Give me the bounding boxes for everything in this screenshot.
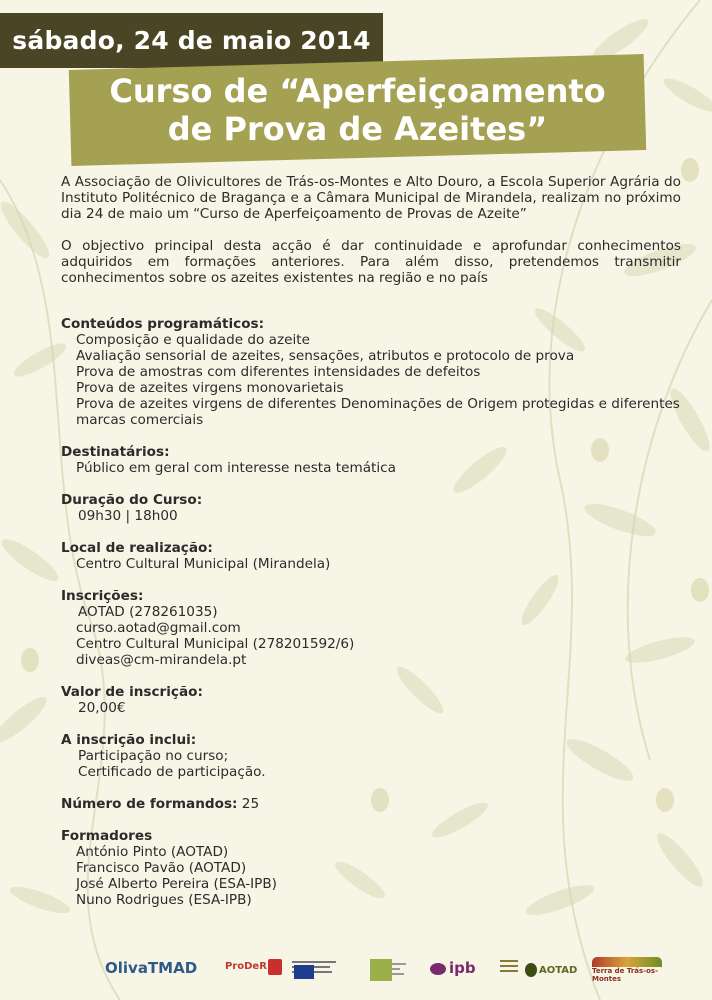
proder-logo-text: ProDeR xyxy=(225,961,267,972)
formador-item: António Pinto (AOTAD) xyxy=(76,844,229,860)
terra-logo-text: Terra de Trás-os-Montes xyxy=(592,967,658,983)
valor-heading: Valor de inscrição: xyxy=(61,684,203,700)
conteudo-item: Avaliação sensorial de azeites, sensações, atributos e protocolo de prova xyxy=(76,348,575,364)
destinatarios-heading: Destinatários: xyxy=(61,444,170,460)
local-section xyxy=(61,540,681,572)
conteudos-heading: Conteúdos programáticos: xyxy=(61,316,265,332)
event-date: sábado, 24 de maio 2014 xyxy=(12,26,371,55)
inclui-item: Participação no curso; xyxy=(78,748,229,764)
sponsor-logos xyxy=(100,955,690,989)
mirandela-logo xyxy=(500,957,518,979)
inscricao-email[interactable]: curso.aotad@gmail.com xyxy=(76,620,241,636)
valor-value: 20,00€ xyxy=(78,700,126,716)
portugal-emblem-icon xyxy=(268,959,282,975)
valor-section xyxy=(61,684,681,716)
destinatarios-section xyxy=(61,444,681,476)
aotad-logo xyxy=(525,963,577,977)
inscricao-contact: AOTAD (278261035) xyxy=(78,604,218,620)
ipb-logo xyxy=(430,959,476,977)
local-heading: Local de realização: xyxy=(61,540,213,556)
inclui-heading: A inscrição inclui: xyxy=(61,732,197,748)
inscricao-email[interactable]: diveas@cm-mirandela.pt xyxy=(76,652,247,668)
conteudo-item: Composição e qualidade do azeite xyxy=(76,332,310,348)
formador-item: Francisco Pavão (AOTAD) xyxy=(76,860,247,876)
date-banner xyxy=(0,13,383,68)
formador-item: Nuno Rodrigues (ESA-IPB) xyxy=(76,892,252,908)
inclui-section xyxy=(61,732,681,780)
formandos-section xyxy=(61,796,681,812)
olivatmad-logo-text: OlivaTMAD xyxy=(105,959,198,977)
eu-flag-icon xyxy=(294,965,314,979)
title-line-1: Curso de “Aperfeiçoamento xyxy=(109,72,606,110)
formador-item: José Alberto Pereira (ESA-IPB) xyxy=(76,876,277,892)
formandos-heading: Número de formandos: xyxy=(61,796,238,812)
objective-paragraph: O objectivo principal desta acção é dar continuidade e aprofundar conhecimentos adquiridos em formações anteriores. Para além disso, pretendemos transmitir conhecimentos sobre os azeites existentes na região e no país xyxy=(61,238,681,286)
ipb-logo-text: ipb xyxy=(449,959,476,977)
formandos-value: 25 xyxy=(241,796,260,812)
intro-paragraph: A Associação de Olivicultores de Trás-os-Montes e Alto Douro, a Escola Superior Agrária do Instituto Politécnico de Bragança e a Câmara Municipal de Mirandela, realizam no próximo dia 24 de maio um “Curso de Aperfeiçoamento de Provas de Azeite” xyxy=(61,174,681,222)
terra-tras-os-montes-logo xyxy=(592,957,672,983)
duracao-heading: Duração do Curso: xyxy=(61,492,203,508)
title-line-2: de Prova de Azeites” xyxy=(167,110,548,148)
course-title xyxy=(70,72,645,148)
conteudo-item: Prova de azeites virgens monovarietais xyxy=(76,380,344,396)
main-content xyxy=(61,174,681,908)
conteudo-item: Prova de azeites virgens de diferentes Denominações de Origem protegidas e diferentes marcas comerciais xyxy=(76,396,680,428)
proder-logo xyxy=(225,961,267,972)
conteudos-section xyxy=(61,316,681,428)
esa-logo xyxy=(370,959,392,981)
formadores-heading: Formadores xyxy=(61,828,153,844)
inclui-item: Certificado de participação. xyxy=(78,764,266,780)
aotad-logo-text: AOTAD xyxy=(539,965,578,976)
destinatarios-value: Público em geral com interesse nesta temática xyxy=(76,460,396,476)
inscricao-contact: Centro Cultural Municipal (278201592/6) xyxy=(76,636,355,652)
olivatmad-logo xyxy=(105,959,197,977)
inscricoes-section xyxy=(61,588,681,668)
inscricoes-heading: Inscrições: xyxy=(61,588,144,604)
duracao-value: 09h30 | 18h00 xyxy=(78,508,178,524)
formadores-section xyxy=(61,828,681,908)
conteudo-item: Prova de amostras com diferentes intensidades de defeitos xyxy=(76,364,481,380)
local-value: Centro Cultural Municipal (Mirandela) xyxy=(76,556,331,572)
duracao-section xyxy=(61,492,681,524)
